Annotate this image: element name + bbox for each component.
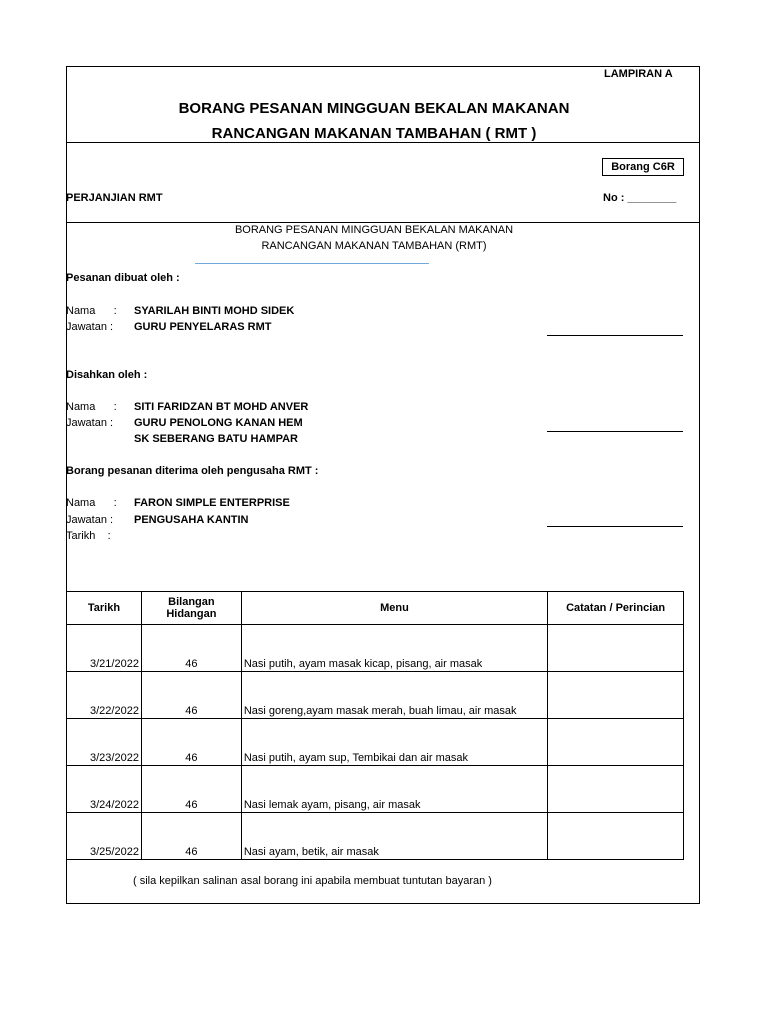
table-row [67,813,684,860]
table-row [67,672,684,719]
table-header-row [67,592,684,625]
form-code-box: Borang C6R [602,158,684,176]
table-row [67,766,684,813]
subtitle-line2: RANCANGAN MAKANAN TAMBAHAN (RMT) [261,240,487,252]
ordered-by-name-label: Nama : [66,305,117,317]
table-row [67,625,684,672]
section-divider [66,222,700,223]
form-title-line1: BORANG PESANAN MINGGUAN BEKALAN MAKANAN [178,100,570,117]
header-notes: Catatan / Perincian [548,592,684,625]
row-date: 3/25/2022 [67,813,142,860]
row-notes [548,766,684,813]
approved-by-position: GURU PENOLONG KANAN HEM [134,417,303,429]
row-servings: 46 [141,625,241,672]
received-by-name-label: Nama : [66,497,117,509]
row-servings: 46 [141,766,241,813]
row-menu: Nasi goreng,ayam masak merah, buah limau, air masak [241,672,547,719]
subtitle-accent-line [195,263,429,264]
row-notes [548,719,684,766]
agreement-label: PERJANJIAN RMT [66,192,163,204]
table-row [67,719,684,766]
row-notes [548,672,684,719]
ordered-by-name: SYARILAH BINTI MOHD SIDEK [134,305,295,317]
received-by-position: PENGUSAHA KANTIN [134,514,249,526]
subtitle-line1: BORANG PESANAN MINGGUAN BEKALAN MAKANAN [234,224,514,236]
header-servings: Bilangan Hidangan [141,592,241,625]
row-notes [548,625,684,672]
row-servings: 46 [141,813,241,860]
reference-number: No : ________ [603,192,677,204]
header-divider [66,142,700,143]
row-menu: Nasi ayam, betik, air masak [241,813,547,860]
received-by-date-label: Tarikh : [66,530,111,542]
approved-by-position-label: Jawatan : [66,417,114,429]
received-by-name: FARON SIMPLE ENTERPRISE [134,497,290,509]
appendix-label: LAMPIRAN A [604,68,673,80]
received-by-heading: Borang pesanan diterima oleh pengusaha RMT : [66,465,319,477]
row-menu: Nasi putih, ayam masak kicap, pisang, air masak [241,625,547,672]
approved-by-school: SK SEBERANG BATU HAMPAR [134,433,298,445]
footer-note: ( sila kepilkan salinan asal borang ini apabila membuat tuntutan bayaran ) [133,875,492,887]
approved-by-name: SITI FARIDZAN BT MOHD ANVER [134,401,309,413]
row-date: 3/22/2022 [67,672,142,719]
ordered-by-signature-line [547,335,683,336]
row-servings: 46 [141,719,241,766]
ordered-by-heading: Pesanan dibuat oleh : [66,272,180,284]
approved-by-heading: Disahkan oleh : [66,369,148,381]
menu-table [66,591,684,860]
row-notes [548,813,684,860]
received-by-position-label: Jawatan : [66,514,114,526]
form-title-line2: RANCANGAN MAKANAN TAMBAHAN ( RMT ) [211,125,537,142]
header-date: Tarikh [67,592,142,625]
approved-by-signature-line [547,431,683,432]
ordered-by-position-label: Jawatan : [66,321,114,333]
row-servings: 46 [141,672,241,719]
received-by-signature-line [547,526,683,527]
row-date: 3/24/2022 [67,766,142,813]
row-menu: Nasi putih, ayam sup, Tembikai dan air masak [241,719,547,766]
row-date: 3/23/2022 [67,719,142,766]
approved-by-name-label: Nama : [66,401,117,413]
row-menu: Nasi lemak ayam, pisang, air masak [241,766,547,813]
row-date: 3/21/2022 [67,625,142,672]
header-menu: Menu [241,592,547,625]
ordered-by-position: GURU PENYELARAS RMT [134,321,272,333]
